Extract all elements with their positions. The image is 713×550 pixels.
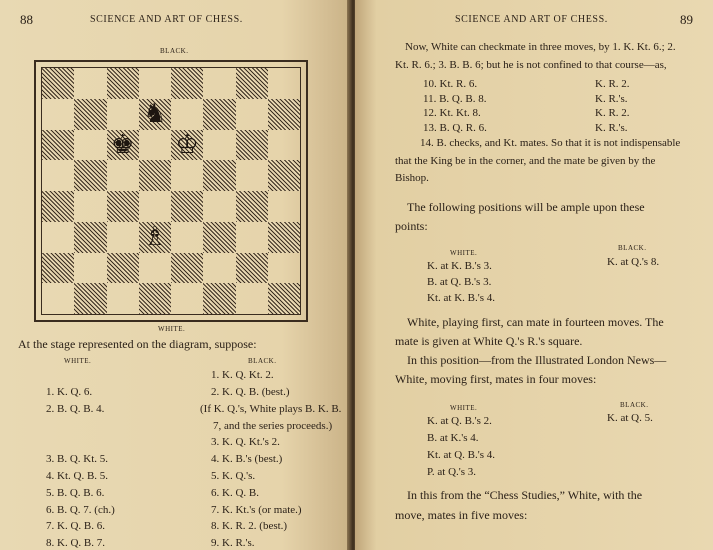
board-square [203, 130, 235, 161]
black-move: K. R. 2. [595, 107, 630, 119]
board-square [42, 283, 74, 314]
board-square [236, 130, 268, 161]
board-square [42, 130, 74, 161]
board-square [139, 68, 171, 99]
black-king-piece: ♚ [110, 129, 135, 159]
paragraph-line: In this from the “Chess Studies,” White, with the [407, 488, 643, 502]
board-square [203, 160, 235, 191]
board-square [236, 283, 268, 314]
board-square [139, 160, 171, 191]
board-square [268, 160, 300, 191]
board-square [236, 222, 268, 253]
white-move: 12. Kt. Kt. 8. [423, 107, 481, 119]
board-square [107, 68, 139, 99]
black-move: 8. K. R. 2. (best.) [211, 520, 288, 532]
board-square [139, 191, 171, 222]
white-move: 7. K. Q. B. 6. [46, 520, 105, 532]
black-move: 4. K. B.'s (best.) [211, 453, 283, 465]
board-square [42, 253, 74, 284]
board-square [268, 191, 300, 222]
position2-black-header: BLACK. [620, 401, 649, 409]
board-square [74, 191, 106, 222]
white-move: 8. K. Q. B. 7. [46, 537, 105, 549]
board-square [42, 160, 74, 191]
white-move: 2. B. Q. B. 4. [46, 403, 105, 415]
white-piece-position: P. at Q.'s 3. [427, 466, 477, 478]
paragraph-line: Now, White can checkmate in three moves, by 1. K. Kt. 6.; 2. [405, 41, 676, 53]
board-square [171, 253, 203, 284]
board-square [203, 191, 235, 222]
black-piece-position: K. at Q. 5. [607, 412, 653, 424]
page-number-right: 89 [680, 12, 693, 27]
board-square [268, 130, 300, 161]
board-square [139, 253, 171, 284]
chess-diagram [34, 60, 308, 322]
board-square [171, 99, 203, 130]
white-move: 13. B. Q. R. 6. [423, 121, 487, 134]
running-header-right: SCIENCE AND ART OF CHESS. [455, 14, 608, 25]
running-header-left: SCIENCE AND ART OF CHESS. [90, 14, 243, 25]
board-square [107, 160, 139, 191]
paragraph-line: that the King be in the corner, and the mate be given by the [395, 155, 656, 167]
paragraph-line: Kt. R. 6.; 3. B. B. 6; but he is not confined to that course—as, [395, 59, 667, 71]
paragraph-line: mate is given at White Q.'s R.'s square. [395, 334, 583, 348]
black-column-header: BLACK. [248, 357, 277, 365]
board-square [74, 222, 106, 253]
board-top-label: BLACK. [160, 47, 189, 55]
board-square [203, 99, 235, 130]
board-square [236, 99, 268, 130]
page-number-left: 88 [20, 12, 33, 27]
board-square [171, 160, 203, 191]
position1-black-header: BLACK. [618, 244, 647, 252]
black-move: K. R.'s. [595, 92, 628, 105]
black-move: K. R. 2. [595, 78, 630, 90]
white-bishop-piece: ♗ [143, 222, 167, 252]
paragraph-line: White, playing first, can mate in fourteen moves. The [407, 315, 664, 329]
board-square [171, 68, 203, 99]
white-move: 6. B. Q. 7. (ch.) [46, 504, 115, 516]
paragraph-line: White, moving first, mates in four moves: [395, 372, 597, 386]
board-square [203, 253, 235, 284]
white-move: 3. B. Q. Kt. 5. [46, 453, 109, 465]
paragraph-line: points: [395, 219, 428, 233]
white-piece-position: Kt. at Q. B.'s 4. [427, 449, 495, 461]
black-move: 1. K. Q. Kt. 2. [211, 369, 274, 381]
board-square [42, 222, 74, 253]
board-square [107, 253, 139, 284]
board-square [203, 283, 235, 314]
left-page [0, 0, 352, 550]
paragraph-line: move, mates in five moves: [395, 508, 528, 522]
board-square [171, 283, 203, 314]
board-square [74, 253, 106, 284]
board-square [236, 253, 268, 284]
diagram-intro: At the stage represented on the diagram, suppose: [18, 337, 257, 351]
board-square [42, 99, 74, 130]
right-page [355, 0, 713, 550]
white-move: 1. K. Q. 6. [46, 386, 93, 398]
board-square [107, 222, 139, 253]
board-square [107, 191, 139, 222]
board-square [107, 283, 139, 314]
board-square [139, 130, 171, 161]
black-move: 7. K. Kt.'s (or mate.) [211, 504, 302, 516]
white-piece-position: K. at Q. B.'s 2. [427, 415, 492, 427]
paragraph-line: The following positions will be ample upon these [407, 200, 645, 214]
chess-board [41, 67, 301, 315]
white-column-header: WHITE. [64, 357, 92, 365]
board-square [171, 191, 203, 222]
board-square [268, 253, 300, 284]
white-piece-position: B. at Q. B.'s 3. [427, 276, 492, 288]
white-king-piece: ♔ [175, 129, 199, 159]
board-square [42, 68, 74, 99]
black-move: 5. K. Q.'s. [211, 470, 256, 482]
board-square [236, 191, 268, 222]
board-square [139, 283, 171, 314]
white-move: 11. B. Q. B. 8. [423, 92, 487, 105]
white-move: 4. Kt. Q. B. 5. [46, 470, 109, 482]
black-move: 2. K. Q. B. (best.) [211, 386, 290, 398]
white-piece-position: B. at K.'s 4. [427, 432, 479, 444]
black-piece-position: K. at Q.'s 8. [607, 256, 660, 268]
board-square [74, 99, 106, 130]
paragraph-line: Bishop. [395, 172, 429, 184]
white-piece-position: Kt. at K. B.'s 4. [427, 292, 495, 304]
black-move: 3. K. Q. Kt.'s 2. [211, 436, 280, 448]
board-square [74, 283, 106, 314]
board-square [203, 222, 235, 253]
position1-white-header: WHITE. [450, 249, 478, 257]
black-move: 9. K. R.'s. [211, 537, 255, 549]
board-square [236, 68, 268, 99]
white-move: 10. Kt. R. 6. [423, 78, 478, 90]
white-move: 5. B. Q. B. 6. [46, 487, 105, 499]
black-move: (If K. Q.'s, White plays B. K. B. [200, 403, 342, 415]
white-piece-position: K. at K. B.'s 3. [427, 260, 492, 272]
paragraph-line: 14. B. checks, and Kt. mates. So that it is not indispensable [420, 137, 681, 149]
paragraph-line: In this position—from the Illustrated London News— [407, 353, 667, 367]
board-square [171, 222, 203, 253]
board-bottom-label: WHITE. [158, 325, 186, 333]
board-square [268, 222, 300, 253]
board-square [203, 68, 235, 99]
board-square [268, 283, 300, 314]
board-square [74, 160, 106, 191]
board-square [107, 99, 139, 130]
board-square [268, 99, 300, 130]
black-move: K. R.'s. [595, 121, 628, 134]
board-square [236, 160, 268, 191]
board-square [74, 68, 106, 99]
board-square [268, 68, 300, 99]
board-square [74, 130, 106, 161]
black-move: 6. K. Q. B. [211, 487, 259, 499]
position2-white-header: WHITE. [450, 404, 478, 412]
board-square [42, 191, 74, 222]
black-knight-piece: ♞ [143, 99, 167, 129]
black-move: 7, and the series proceeds.) [213, 420, 333, 432]
